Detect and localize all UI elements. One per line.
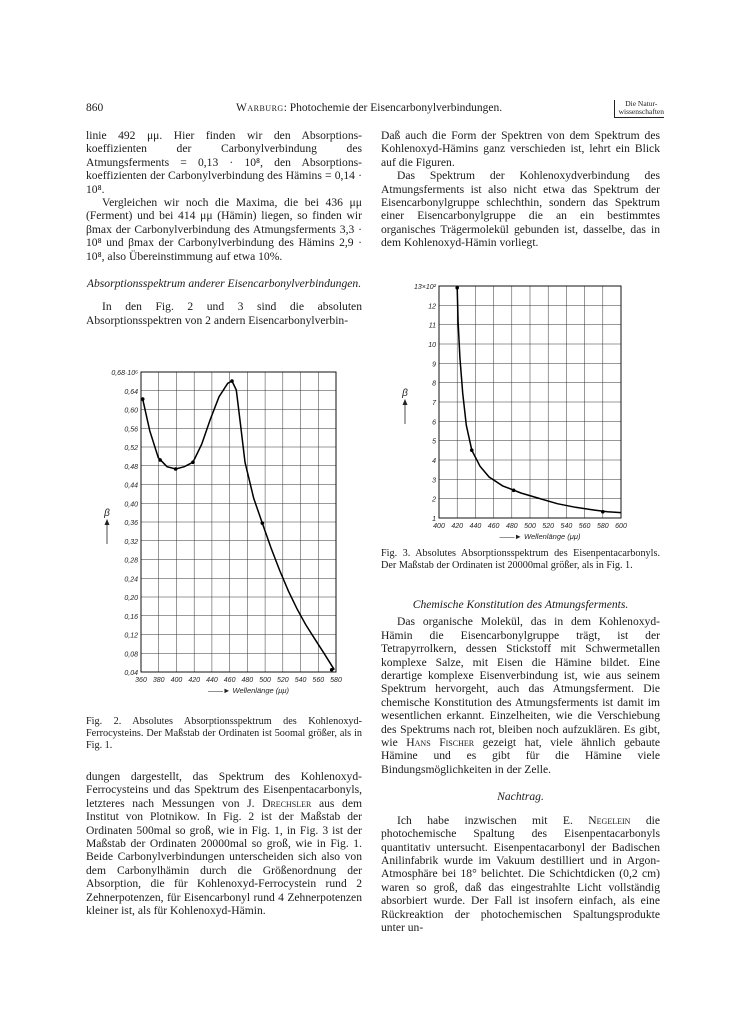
paragraph: linie 492 μμ. Hier finden wir den Absorptions-koeffizienten der Carbonylverbindung des Atmungsferments = 0,13 · 10⁸, den Absorptions-koeffizienten der Carbonylverbindung des Hämins = 0,14 · 10⁸. bbox=[86, 129, 362, 196]
x-tick-label: 420 bbox=[188, 677, 201, 684]
paragraph: Daß auch die Form der Spektren von dem Spektrum des Kohlenoxyd-Hämins ganz verschieden ist, lehrt ein Blick auf die Figuren. bbox=[381, 129, 660, 169]
header-author: Warburg bbox=[236, 102, 284, 114]
data-point bbox=[141, 397, 145, 401]
y-tick-label: 0,12 bbox=[124, 632, 138, 640]
paragraph bbox=[86, 770, 362, 917]
y-tick-label: 10 bbox=[428, 342, 436, 349]
figure-2-caption bbox=[86, 716, 362, 753]
x-tick-label: 480 bbox=[505, 523, 518, 530]
y-tick-label: 1 bbox=[432, 516, 436, 523]
x-axis-label: ——► Wellenlänge (μμ) bbox=[499, 532, 581, 541]
running-header bbox=[86, 100, 664, 122]
x-tick-label: 560 bbox=[312, 677, 325, 684]
x-tick-label: 420 bbox=[451, 523, 464, 530]
y-tick-label: 9 bbox=[432, 361, 436, 369]
text-run: Das organische Molekül, das in dem Kohlenoxyd-Hämin die Eisencarbonylgruppe trägt, ist der Tetrapyrrolkern, dessen Stickstoff mit Schwermetallen komplexe Salze, mit Eisen die Hämine bildet. Eine derartige komplexe Eisenverbindung ist, wie aus seinem Spektrum hervorgeht, auch das Atmungsferment. Die chemische Konstitution des Atmungsferments ist damit im wesentlichen erkannt. Einzelheiten, wie die Verschiebung des Spektrums nach rot, bleiben noch aufzuklären. Es gibt, wie bbox=[381, 615, 660, 750]
y-tick-label: 0,56 bbox=[124, 426, 138, 434]
x-tick-label: 520 bbox=[542, 523, 555, 530]
y-tick-label: 0,24 bbox=[124, 576, 138, 584]
y-tick-label: 11 bbox=[428, 322, 436, 330]
data-point bbox=[191, 460, 195, 464]
y-tick-label: 0,40 bbox=[124, 501, 138, 509]
x-tick-label: 540 bbox=[560, 523, 573, 530]
x-tick-label: 460 bbox=[223, 677, 236, 684]
x-tick-label: 500 bbox=[259, 677, 271, 684]
y-tick-label: 13×10² bbox=[414, 284, 436, 291]
x-tick-label: 400 bbox=[170, 677, 183, 684]
left-column-bottom bbox=[86, 770, 362, 917]
text-run: Ich habe inzwischen mit E. bbox=[397, 813, 589, 827]
y-tick-label: 0,64 bbox=[124, 388, 138, 396]
data-point bbox=[470, 448, 474, 452]
data-point bbox=[455, 286, 459, 290]
y-axis-arrowhead bbox=[105, 519, 110, 525]
y-tick-label: 0,36 bbox=[124, 520, 138, 527]
y-axis-label: β bbox=[402, 388, 408, 399]
y-tick-label: 0,04 bbox=[124, 670, 138, 677]
x-tick-label: 480 bbox=[241, 677, 254, 684]
y-tick-label: 5 bbox=[432, 438, 436, 446]
x-axis-label: ——► Wellenlänge (μμ) bbox=[208, 686, 289, 695]
y-tick-label: 3 bbox=[432, 477, 436, 485]
y-tick-label: 0,60 bbox=[124, 407, 138, 415]
data-point bbox=[330, 668, 334, 672]
journal-line-1: Die Natur- bbox=[625, 99, 658, 108]
text-run: aus dem Institut von Plotnikow. In Fig. 2 ist der Maßstab der Ordinaten 500mal so groß, wie in Fig. 1, in Fig. 3 ist der Maßstab der Ordinaten 20000mal so groß, wie in Fig. 1. Beide Carbonylverbindungen unterscheiden sich also von dem Carbonylhämin durch die Größenordnung der Absorption, die für Kohlenoxyd-Ferrocystein rund 2 Zehnerpotenzen, für Eisencarbonyl rund 4 Zehnerpotenzen kleiner ist, als für Kohlenoxyd-Hämin. bbox=[86, 796, 362, 918]
x-tick-label: 440 bbox=[469, 523, 482, 530]
section-heading: Chemische Konstitution des Atmungsferments. bbox=[412, 598, 629, 611]
header-title bbox=[236, 102, 502, 114]
y-tick-label: 0,32 bbox=[124, 538, 138, 546]
data-point bbox=[261, 521, 265, 525]
series-line bbox=[143, 381, 335, 670]
data-point bbox=[174, 467, 178, 471]
x-tick-label: 360 bbox=[135, 677, 147, 684]
x-tick-label: 460 bbox=[487, 523, 500, 530]
y-tick-label: 0,28 bbox=[124, 557, 138, 565]
x-tick-label: 540 bbox=[294, 677, 307, 684]
x-tick-label: 400 bbox=[433, 523, 445, 530]
x-tick-label: 600 bbox=[615, 523, 627, 530]
y-tick-label: 7 bbox=[432, 400, 436, 407]
y-tick-label: 0,48 bbox=[124, 463, 138, 471]
journal-line-2: wissenschaften bbox=[618, 107, 664, 116]
person-name: Drechsler bbox=[262, 796, 312, 810]
y-tick-label: 0,20 bbox=[124, 595, 138, 602]
x-tick-label: 520 bbox=[276, 677, 289, 684]
person-name: Negelein bbox=[588, 813, 631, 827]
paragraph: In den Fig. 2 und 3 sind die absoluten Absorptionsspektren von 2 andern Eisencarbonylverbin- bbox=[86, 300, 362, 327]
data-point bbox=[512, 489, 516, 493]
caption-text: Fig. 2. Absolutes Absorptionsspektrum des Kohlenoxyd-Ferrocysteins. Der Maßstab der Ordinaten ist 5oomal größer, als in Fig. 1. bbox=[86, 716, 362, 752]
y-tick-label: 0,52 bbox=[124, 445, 138, 452]
x-tick-label: 440 bbox=[206, 677, 218, 684]
text-run: gezeigt hat, viele ähnlich gebaute Hämine und es gibt für die Hämine viele Bindungsmöglichkeiten in der Zelle. bbox=[381, 736, 660, 776]
data-point bbox=[158, 458, 162, 462]
caption-text: Fig. 3. Absolutes Absorptionsspektrum des Eisenpentacarbonyls. Der Maßstab der Ordinaten ist 20000mal größer, als in Fig. 1. bbox=[381, 548, 660, 572]
y-tick-label: 0,68·10⁶ bbox=[111, 370, 138, 377]
y-tick-label: 0,44 bbox=[124, 482, 138, 490]
x-tick-label: 580 bbox=[330, 677, 342, 684]
header-title-text: : Photochemie der Eisencarbonylverbindungen. bbox=[283, 102, 503, 114]
y-tick-label: 12 bbox=[428, 303, 436, 311]
y-tick-label: 6 bbox=[432, 419, 436, 427]
text-run: dungen dargestellt, das Spektrum des Kohlenoxyd-Ferrocysteins und das Spektrum des Eisenpentacarbonyls, letzteres nach Messungen von J. bbox=[86, 770, 362, 810]
text-run: die photochemische Spaltung des Eisenpentacarbonyls quantitativ untersucht. Eisenpentacarbonyl der Badischen Anilinfabrik wurde im Vakuum destilliert und in Argon-Atmosphäre bei 18° belichtet. Die Schichtdicken (0,2 cm) waren so groß, daß das eingestrahlte Licht vollständig absorbiert wurde. Der Fall ist insofern einfach, als eine Rückreaktion der photochemischen Spaltungsprodukte unter un- bbox=[381, 813, 661, 934]
paragraph: Das Spektrum der Kohlenoxydverbindung des Atmungsferments ist also nicht etwa das Spektrum der Eisencarbonylgruppe schlechthin, sondern das Spektrum einer Eisencarbonylgruppe die an ein bestimmtes organisches Trägermolekül gebunden ist, dasselbe, das in dem Kohlenoxyd-Hämin vorliegt. bbox=[381, 169, 660, 250]
x-tick-label: 500 bbox=[524, 523, 536, 530]
right-column-top bbox=[381, 129, 660, 250]
journal-name bbox=[614, 100, 664, 118]
x-tick-label: 580 bbox=[596, 523, 609, 530]
y-axis-label: β bbox=[104, 508, 110, 519]
x-tick-label: 560 bbox=[578, 523, 591, 530]
left-column-top bbox=[86, 129, 362, 327]
paragraph bbox=[381, 615, 660, 776]
data-point bbox=[601, 510, 605, 514]
figure-3-chart bbox=[381, 278, 660, 543]
section-heading: Absorptionsspektrum anderer Eisencarbonylverbindungen. bbox=[86, 277, 362, 291]
x-tick-label: 380 bbox=[152, 677, 165, 684]
y-tick-label: 0,08 bbox=[124, 651, 138, 659]
y-axis-arrowhead bbox=[403, 399, 408, 405]
figure-2-chart bbox=[86, 360, 362, 715]
series-line bbox=[457, 288, 621, 513]
y-tick-label: 4 bbox=[432, 458, 436, 465]
y-tick-label: 2 bbox=[432, 496, 436, 504]
y-tick-label: 0,16 bbox=[124, 613, 138, 621]
person-name: Hans Fischer bbox=[406, 736, 475, 750]
paragraph: Vergleichen wir noch die Maxima, die bei 436 μμ (Ferment) und bei 414 μμ (Hämin) liegen, so finden wir βmax der Carbonylverbindung des Atmungsferments 3,3 · 10⁸ und βmax der Carbonylverbindung des Hämins 2,9 · 10⁸, also Übereinstimmung auf etwa 10%. bbox=[86, 196, 362, 263]
figure-3-caption bbox=[381, 548, 660, 572]
paragraph bbox=[381, 814, 660, 935]
nachtrag-heading: Nachtrag. bbox=[497, 790, 544, 804]
page-number: 860 bbox=[86, 102, 104, 114]
right-column-bottom bbox=[381, 598, 660, 934]
data-point bbox=[230, 379, 234, 383]
y-tick-label: 8 bbox=[432, 380, 436, 388]
